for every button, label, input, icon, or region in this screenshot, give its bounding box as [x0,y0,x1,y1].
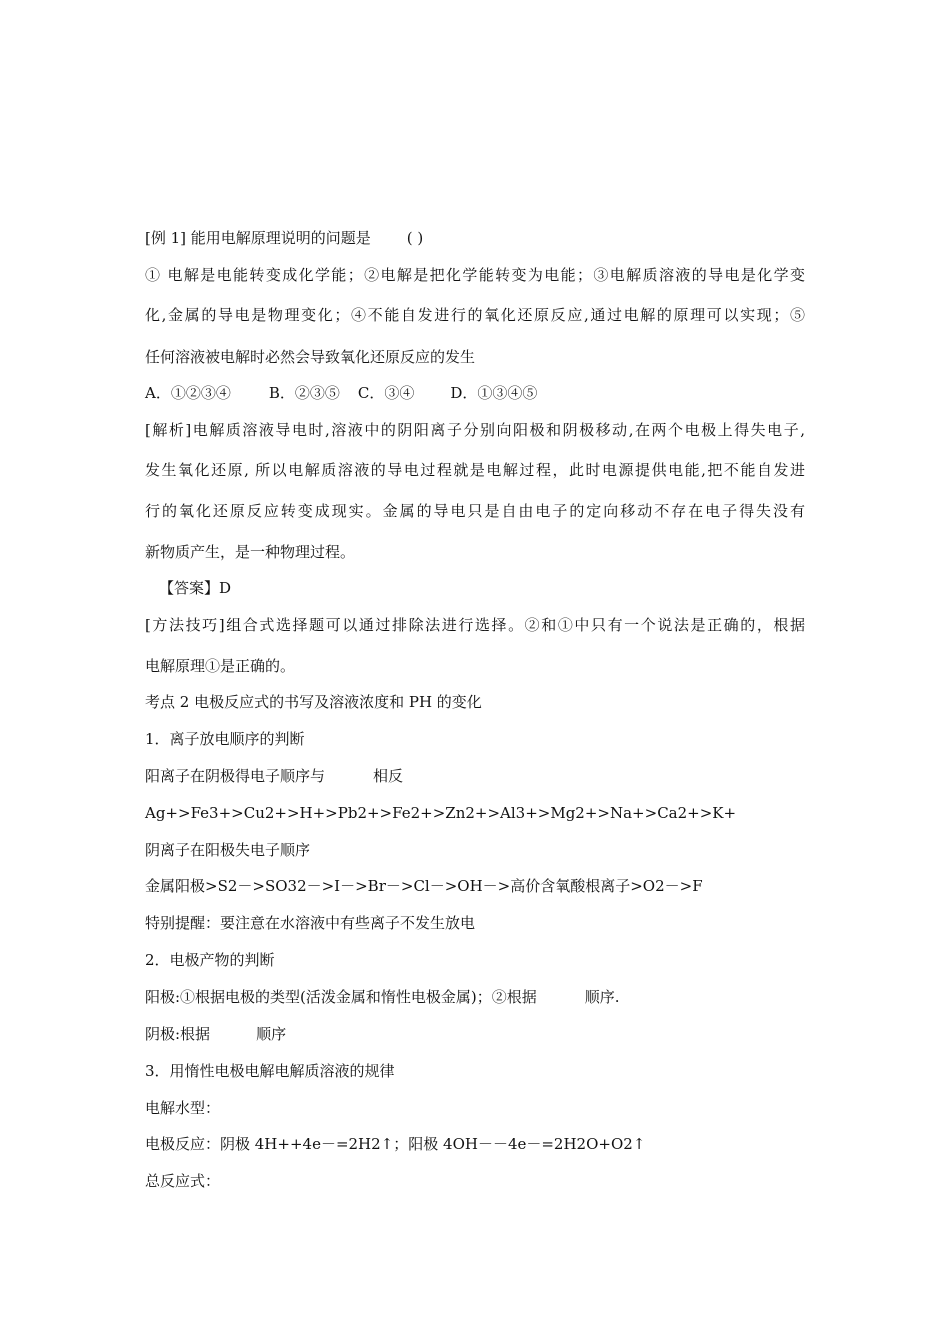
example-title: [例 1] 能用电解原理说明的问题是 [145,229,371,247]
anion-label: 阴离子在阳极失电子顺序 [145,841,311,859]
cation-line [145,766,403,786]
option-c: C．③④ [357,384,415,402]
anion-order: 金属阳极>S2－>SO32－>I－>Br－>Cl－>OH－>高价含氧酸根离子>O2－>F [145,877,703,895]
options-line [145,383,537,403]
answer-paren: ( ) [406,229,424,247]
cation-label: 阳离子在阴极得电子顺序与 [145,767,326,785]
point-1-title: 1．离子放电顺序的判断 [145,730,305,748]
option-b: B．②③⑤ [268,384,340,402]
cathode-tail: 顺序 [256,1025,287,1043]
analysis-line-3: 行的氧化还原反应转变成现实。金属的导电只是自由电子的定向移动不存在电子得失没有 [145,502,805,520]
option-d: D．①③④⑤ [450,384,538,402]
example-title-line [145,228,423,248]
stem-line-1: ① 电解是电能转变成化学能；②电解是把化学能转变为电能；③电解质溶液的导电是化学变 [145,266,805,284]
electrode-reaction: 电极反应：阴极 4H++4e－=2H2↑；阳极 4OH－－4e－=2H2O+O2↑ [145,1135,646,1153]
anode-line [145,987,620,1007]
cation-order: Ag+>Fe3+>Cu2+>H+>Pb2+>Fe2+>Zn2+>Al3+>Mg2+>Na+>Ca2+>K+ [145,804,737,822]
point-3-title: 3．用惰性电极电解电解质溶液的规律 [145,1062,395,1080]
total-reaction: 总反应式： [145,1172,221,1190]
answer: 【答案】D [159,579,232,597]
reminder: 特别提醒：要注意在水溶液中有些离子不发生放电 [145,914,476,932]
anode-tail: 顺序. [584,988,620,1006]
cathode-line [145,1024,286,1044]
point-2-title: 2．电极产物的判断 [145,951,275,969]
water-type: 电解水型： [145,1099,221,1117]
method-line-2: 电解原理①是正确的。 [145,657,296,675]
analysis-line-2: 发生氧化还原, 所以电解质溶液的导电过程就是电解过程，此时电源提供电能,把不能自发进 [145,461,805,479]
stem-line-3: 任何溶液被电解时必然会导致氧化还原反应的发生 [145,348,476,366]
cathode-text: 阴极:根据 [145,1025,211,1043]
section-title: 考点 2 电极反应式的书写及溶液浓度和 PH 的变化 [145,693,482,711]
option-a: A．①②③④ [145,384,231,402]
stem-line-2: 化,金属的导电是物理变化；④不能自发进行的氧化还原反应,通过电解的原理可以实现；⑤ [145,306,805,324]
analysis-line-1: [解析]电解质溶液导电时,溶液中的阴阳离子分别向阳极和阴极移动,在两个电极上得失电子, [145,421,805,439]
cation-tail: 相反 [373,767,404,785]
anode-text: 阳极:①根据电极的类型(活泼金属和惰性电极金属)；②根据 [145,988,537,1006]
analysis-line-4: 新物质产生，是一种物理过程。 [145,543,356,561]
method-line-1: [方法技巧]组合式选择题可以通过排除法进行选择。②和①中只有一个说法是正确的，根据 [145,616,805,634]
